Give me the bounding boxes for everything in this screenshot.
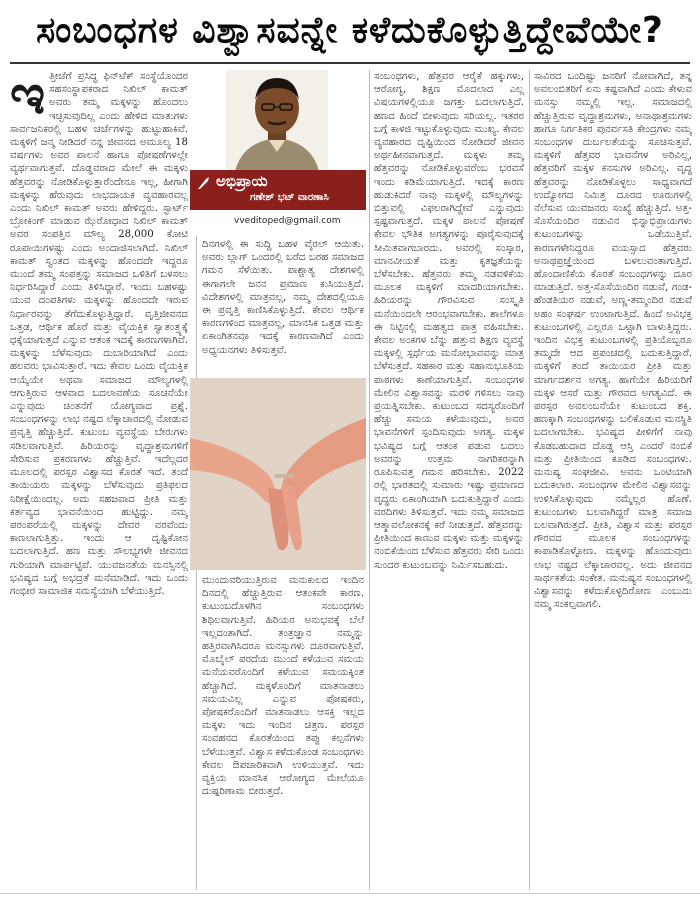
hands-photo-icon (190, 378, 366, 570)
headline-rule (10, 62, 690, 64)
opinion-banner (190, 66, 366, 236)
article-column-1 (10, 70, 188, 890)
banner-strip (190, 170, 366, 210)
article-column-2-bottom (202, 574, 364, 890)
column-divider (529, 70, 530, 890)
next-page-strip (0, 893, 700, 913)
drop-cap: ಇ (10, 70, 46, 126)
author-photo-icon (226, 70, 328, 176)
column-2-top-text: ದಿನಗಳಲ್ಲಿ ಈ ಸುದ್ದಿ ಬಹಳ ವೈರಲ್ ಆಯಿತು. ಅವರು ಬ್ಲಾಗ್ ಒಂದರಲ್ಲಿ ಬರೆದ ಬರಹ ಸಮಾಜದ ಗಮನ ಸೆಳೆಯಿತು. ಪಾಶ್ಚಾತ್ಯ ದೇಶಗಳಲ್ಲಿ ಈಗಾಗಲೇ ಜನನ ಪ್ರಮಾಣ ಕುಸಿಯುತ್ತಿದೆ. ವಿದೇಶಗಳಲ್ಲಿ ಮಾತ್ರವಲ್ಲ, ನಮ್ಮ ದೇಶದಲ್ಲಿಯೂ ಈ ಪ್ರವೃತ್ತಿ ಕಾಣಿಸಿಕೊಳ್ಳುತ್ತಿದೆ. ಕೇವಲ ಆರ್ಥಿಕ ಕಾರಣಗಳಿಂದ ಮಾತ್ರವಲ್ಲ, ಮಾನಸಿಕ ಒತ್ತಡ ಮತ್ತು ಏಕಾಂಗಿತನವೂ ಇದಕ್ಕೆ ಕಾರಣವಾಗಿದೆ ಎಂದು ಅಧ್ಯಯನಗಳು ತಿಳಿಸುತ್ತವೆ. (202, 239, 364, 356)
column-title: ಅಭಿಪ್ರಾಯ (216, 172, 268, 190)
article-column-2-top (202, 238, 364, 376)
column-3-text: ಸಂಬಂಧಗಳು, ಹೆತ್ತವರ ಆರೈಕೆ ಹಕ್ಕುಗಳು, ಆರೋಗ್ಯ, ಶಿಕ್ಷಣ ಮೊದಲಾದ ಎಲ್ಲ ವಿಷಯಗಳಲ್ಲಿಯೂ ಜಗತ್ತು ಬದಲಾಗುತ್ತಿದೆ. ಹಣದ ಹಿಂದೆ ಬೀಳುವುದು ಸರಿಯಲ್ಲ. ಇತರರ ಬಗ್ಗೆ ಕಾಳಜಿ ಇಟ್ಟುಕೊಳ್ಳುವುದು ಮುಖ್ಯ. ಕೇವಲ ವ್ಯವಹಾರದ ದೃಷ್ಟಿಯಿಂದ ನೋಡಿದರೆ ಜೀವನ ಅರ್ಥಹೀನವಾಗುತ್ತದೆ. ಮಕ್ಕಳು ತಮ್ಮ ಹೆತ್ತವರನ್ನು ನೋಡಿಕೊಳ್ಳುವರೆಂಬ ಭರವಸೆ ಇಂದು ಕಡಿಮೆಯಾಗುತ್ತಿದೆ. ಇದಕ್ಕೆ ಕಾರಣ ಹುಡುಕಿದರೆ ನಾವು ಮಕ್ಕಳಲ್ಲಿ ಮೌಲ್ಯಗಳನ್ನು ಬಿತ್ತುವಲ್ಲಿ ವಿಫಲರಾಗಿದ್ದೇವೆ ಎನ್ನುವುದು ಸ್ಪಷ್ಟವಾಗುತ್ತದೆ. ಮಕ್ಕಳ ಪಾಲನೆ ಪೋಷಣೆ ಕೇವಲ ಭೌತಿಕ ಅಗತ್ಯಗಳನ್ನು ಪೂರೈಸುವುದಕ್ಕೆ ಸೀಮಿತವಾಗಬಾರದು. ಅವರಲ್ಲಿ ಸಂಸ್ಕಾರ, ಮಾನವೀಯತೆ ಮತ್ತು ಕೃತಜ್ಞತೆಯನ್ನು ಬೆಳೆಸಬೇಕು. ಹೆತ್ತವರು ತಮ್ಮ ನಡವಳಿಕೆಯ ಮೂಲಕ ಮಕ್ಕಳಿಗೆ ಮಾದರಿಯಾಗಬೇಕು. ಹಿರಿಯರನ್ನು ಗೌರವಿಸುವ ಸಂಸ್ಕೃತಿ ಮನೆಯಿಂದಲೇ ಆರಂಭವಾಗಬೇಕು. ಶಾಲೆಗಳೂ ಈ ನಿಟ್ಟಿನಲ್ಲಿ ಮಹತ್ವದ ಪಾತ್ರ ವಹಿಸಬೇಕು. ಕೇವಲ ಅಂಕಗಳ ಬೆನ್ನು ಹತ್ತುವ ಶಿಕ್ಷಣ ವ್ಯವಸ್ಥೆ ಮಕ್ಕಳಲ್ಲಿ ಸ್ಪರ್ಧೆಯ ಮನೋಭಾವವನ್ನು ಮಾತ್ರ ಬೆಳೆಸುತ್ತದೆ. ಸಹಕಾರ ಮತ್ತು ಸಹಾನುಭೂತಿಯ ಪಾಠಗಳು ಕಾಣೆಯಾಗುತ್ತಿವೆ. ಸಂಬಂಧಗಳ ಮೇಲಿನ ವಿಶ್ವಾಸವನ್ನು ಮರಳಿ ಗಳಿಸಲು ನಾವು ಪ್ರಯತ್ನಿಸಬೇಕು. ಕುಟುಂಬದ ಸದಸ್ಯರೊಂದಿಗೆ ಹೆಚ್ಚು ಸಮಯ ಕಳೆಯುವುದು, ಅವರ ಭಾವನೆಗಳಿಗೆ ಸ್ಪಂದಿಸುವುದು ಅಗತ್ಯ. ಮಕ್ಕಳ ಭವಿಷ್ಯದ ಬಗ್ಗೆ ಆತಂಕ ಪಡುವ ಬದಲು ಅವರನ್ನು ಉತ್ತಮ ನಾಗರಿಕರನ್ನಾಗಿ ರೂಪಿಸುವತ್ತ ಗಮನ ಹರಿಸಬೇಕು. 2022 ರಲ್ಲಿ ಭಾರತದಲ್ಲಿ ಸುಮಾರು ಇಷ್ಟು ಪ್ರಮಾಣದ ವೃದ್ಧರು ಏಕಾಂಗಿಯಾಗಿ ಬದುಕುತ್ತಿದ್ದಾರೆ ಎಂದು ವರದಿಗಳು ತಿಳಿಸುತ್ತವೆ. ಇದು ನಮ್ಮ ಸಮಾಜದ ಆತ್ಮಾವಲೋಕನಕ್ಕೆ ಕರೆ ನೀಡುತ್ತದೆ. ಹೆತ್ತವರನ್ನು ಪ್ರೀತಿಯಿಂದ ಕಾಣುವ ಮಕ್ಕಳು ಮತ್ತು ಮಕ್ಕಳನ್ನು ನಂಬಿಕೆಯಿಂದ ಬೆಳೆಸುವ ಹೆತ್ತವರು ಸೇರಿ ಒಂದು ಸುಂದರ ಕುಟುಂಬವನ್ನು ನಿರ್ಮಿಸಬಹುದು. (374, 71, 524, 571)
author-name: ಗಣೇಶ್ ಭಟ್ ವಾರಣಾಸಿ (250, 192, 329, 203)
article-headline: ಸಂಬಂಧಗಳ ವಿಶ್ವಾಸವನ್ನೇ ಕಳೆದುಕೊಳ್ಳುತ್ತಿದ್ದೇವೆಯೇ? (36, 10, 664, 51)
quill-icon (196, 175, 212, 191)
article-column-3 (374, 70, 524, 890)
article-column-4 (534, 70, 692, 890)
column-1-text: ತ್ತೀಚೆಗೆ ಪ್ರಸಿದ್ಧ ಫಿನ್‌ಟೆಕ್ ಸಂಸ್ಥೆಯೊಂದರ ಸಹಸಂಸ್ಥಾಪಕರಾದ ನಿಖಿಲ್ ಕಾಮತ್ ಅವರು ತಮ್ಮ ಮಕ್ಕಳನ್ನು ಹೊಂದಲು ಇಚ್ಛಿಸುವುದಿಲ್ಲ ಎಂದು ಹೇಳಿದ ಮಾತುಗಳು ಸಾರ್ವಜನಿಕರಲ್ಲಿ ಬಹಳ ಚರ್ಚೆಗಳನ್ನು ಹುಟ್ಟುಹಾಕಿವೆ. ಮಕ್ಕಳಿಗೆ ಜನ್ಮ ನೀಡಿದರೆ ನನ್ನ ಜೀವನದ ಅಮೂಲ್ಯ 18 ವರ್ಷಗಳು ಅವರ ಪಾಲನೆ ಹಾಗೂ ಪೋಷಣೆಗಳಲ್ಲೇ ವ್ಯರ್ಥವಾಗುತ್ತವೆ. ದೊಡ್ಡವರಾದ ಮೇಲೆ ಈ ಮಕ್ಕಳು ಹೆತ್ತವರನ್ನು ನೋಡಿಕೊಳ್ಳುತ್ತಾರೆಂದೇನೂ ಇಲ್ಲ, ಹೀಗಾಗಿ ಮಕ್ಕಳನ್ನು ಹೆರುವುದು ಲಾಭದಾಯಕ ವ್ಯವಹಾರವಲ್ಲ ಎಂದು ನಿಖಿಲ್ ಕಾಮತ್ ಅವರು ಹೇಳಿದ್ದರು. ಸ್ಟಾರ್ಟ್ ಬ್ರೋಕಿಂಗ್ ಮಾಡುವ ಝೆರೋಧಾದ ನಿಖಿಲ್ ಕಾಮತ್ ಅವರ ಸಂಪತ್ತಿನ ಮೌಲ್ಯ 28,000 ಕೋಟಿ ರೂಪಾಯಿಗಳಷ್ಟು ಎಂದು ಅಂದಾಜಿಸಲಾಗಿದೆ. ನಿಖಿಲ್ ಕಾಮತ್ ಸ್ವಂತದ ಮಕ್ಕಳನ್ನು ಹೊಂದದೇ ಇದ್ದರೂ ಮುಂದೆ ತಮ್ಮ ಸಂಪತ್ತನ್ನು ಸಮಾಜದ ಒಳಿತಿಗೆ ಬಳಸಲು ನಿರ್ಧರಿಸಿದ್ದಾರೆ ಎಂದು ತಿಳಿಸಿದ್ದಾರೆ. ಇಂದು ಬಹಳಷ್ಟು ಯುವ ದಂಪತಿಗಳು ಮಕ್ಕಳನ್ನು ಹೊಂದದೇ ಇರುವ ನಿರ್ಧಾರವನ್ನು ತೆಗೆದುಕೊಳ್ಳುತ್ತಿದ್ದಾರೆ. ವೃತ್ತಿಜೀವನದ ಒತ್ತಡ, ಆರ್ಥಿಕ ಹೊರೆ ಮತ್ತು ವೈಯಕ್ತಿಕ ಸ್ವಾತಂತ್ರ್ಯಕ್ಕೆ ಧಕ್ಕೆಯಾಗುತ್ತದೆ ಎನ್ನುವ ಆತಂಕ ಇದಕ್ಕೆ ಕಾರಣಗಳಾಗಿವೆ. ಮಕ್ಕಳನ್ನು ಬೆಳೆಸುವುದು ದುಬಾರಿಯಾಗಿದೆ ಎಂದು ಹಲವರು ಭಾವಿಸುತ್ತಾರೆ. ಇದು ಕೇವಲ ಒಂದು ವೈಯಕ್ತಿಕ ಆಯ್ಕೆಯೇ ಅಥವಾ ಸಮಾಜದ ಮೌಲ್ಯಗಳಲ್ಲಿ ಆಗುತ್ತಿರುವ ಆಳವಾದ ಬದಲಾವಣೆಯ ಸೂಚನೆಯೇ ಎನ್ನುವುದು ಚಿಂತನೆಗೆ ಯೋಗ್ಯವಾದ ಪ್ರಶ್ನೆ. ಸಂಬಂಧಗಳನ್ನು ಲಾಭ ನಷ್ಟದ ಲೆಕ್ಕಾಚಾರದಲ್ಲಿ ನೋಡುವ ಪ್ರವೃತ್ತಿ ಹೆಚ್ಚುತ್ತಿದೆ. ಕುಟುಂಬ ವ್ಯವಸ್ಥೆಯ ಬೇರುಗಳು ಸಡಿಲವಾಗುತ್ತಿವೆ. ಹಿರಿಯರನ್ನು ವೃದ್ಧಾಶ್ರಮಗಳಿಗೆ ಸೇರಿಸುವ ಪ್ರಕರಣಗಳು ಹೆಚ್ಚುತ್ತಿವೆ. ಇದೆಲ್ಲದರ ಮೂಲದಲ್ಲಿ ಪರಸ್ಪರ ವಿಶ್ವಾಸದ ಕೊರತೆ ಇದೆ. ತಂದೆ ತಾಯಿಯರು ಮಕ್ಕಳನ್ನು ಬೆಳೆಸುವುದು ಪ್ರತಿಫಲದ ನಿರೀಕ್ಷೆಯಿಂದಲ್ಲ. ಅದು ಸಹಜವಾದ ಪ್ರೀತಿ ಮತ್ತು ಕರ್ತವ್ಯದ ಭಾವನೆಯಿಂದ ಹುಟ್ಟಿದ್ದು. ನಮ್ಮ ಪರಂಪರೆಯಲ್ಲಿ ಮಕ್ಕಳನ್ನು ದೇವರ ವರವೆಂದು ಕಾಣಲಾಗುತ್ತಿತ್ತು. ಇಂದು ಆ ದೃಷ್ಟಿಕೋನ ಬದಲಾಗುತ್ತಿದೆ. ಹಣ ಮತ್ತು ಸೌಲಭ್ಯಗಳೇ ಜೀವನದ ಗುರಿಯಾಗಿ ಮಾರ್ಪಟ್ಟಿವೆ. ಯುವಜನತೆಯ ಮನಸ್ಸಿನಲ್ಲಿ ಭವಿಷ್ಯದ ಬಗ್ಗೆ ಅಭದ್ರತೆ ಮನೆಮಾಡಿದೆ. ಇದು ಒಂದು ಗಂಭೀರ ಸಾಮಾಜಿಕ ಸಮಸ್ಯೆಯಾಗಿ ಬೆಳೆಯುತ್ತಿದೆ. (10, 71, 188, 597)
column-4-text: ಸಾವಿರದ ಒಂದಿಷ್ಟು ಜನರಿಗೆ ನೋವಾಗಿದೆ, ತನ್ನ ಅವಲಂಬಿತರಿಗೆ ಏನು ಕಷ್ಟವಾಗಿದೆ ಎಂದು ಕೇಳುವ ಮನಸ್ಸು ನಮ್ಮಲ್ಲಿ ಇಲ್ಲ. ಸಮಾಜದಲ್ಲಿ ಹೆಚ್ಚುತ್ತಿರುವ ವೃದ್ಧಾಶ್ರಮಗಳು, ಅನಾಥಾಶ್ರಮಗಳು ಹಾಗೂ ನಿರ್ಗತಿಕರ ಪುನರ್ವಸತಿ ಕೇಂದ್ರಗಳು ನಮ್ಮ ಸಂಬಂಧಗಳ ದುರ್ಬಲತೆಯನ್ನು ಸೂಚಿಸುತ್ತವೆ. ಮಕ್ಕಳಿಗೆ ಹೆತ್ತವರ ಭಾವನೆಗಳ ಅರಿವಿಲ್ಲ, ಹೆತ್ತವರಿಗೆ ಮಕ್ಕಳ ಕನಸುಗಳ ಅರಿವಿಲ್ಲ. ವೃದ್ಧ ಹೆತ್ತವರನ್ನು ನೋಡಿಕೊಳ್ಳಲು ಸಾಧ್ಯವಾಗದೆ ಉದ್ಯೋಗದ ನಿಮಿತ್ತ ದೂರದ ಊರುಗಳಲ್ಲಿ ನೆಲೆಸುವ ಯುವಜನರು ಸಂಖ್ಯೆ ಹೆಚ್ಚುತ್ತಿದೆ. ಅತ್ತ-ಸೊಸೆಯಂದಿರ ನಡುವಿನ ಭಿನ್ನಾಭಿಪ್ರಾಯಗಳು ಕುಟುಂಬಗಳನ್ನು ಒಡೆಯುತ್ತಿವೆ. ಕಾರಣಗಳೇನಿದ್ದರೂ ವಯಸ್ಸಾದ ಹೆತ್ತವರು ಅನಾಥಪ್ರಜ್ಞೆಯಿಂದ ಬಳಲುವಂತಾಗುತ್ತಿದೆ. ಹೊಂದಾಣಿಕೆಯ ಕೊರತೆ ಸಂಬಂಧಗಳನ್ನು ದೂರ ಮಾಡುತ್ತಿದೆ. ಅತ್ತ-ಸೊಸೆಯಂದಿರ ನಡುವೆ, ಗಂಡ-ಹೆಂಡತಿಯರ ನಡುವೆ, ಅಣ್ಣ-ತಮ್ಮಂದಿರ ನಡುವೆ ಅಹಂ ಸಂಘರ್ಷ ಉಂಟಾಗುತ್ತಿದೆ. ಹಿಂದೆ ಅವಿಭಕ್ತ ಕುಟುಂಬಗಳಲ್ಲಿ ಎಲ್ಲರೂ ಒಟ್ಟಾಗಿ ಬಾಳುತ್ತಿದ್ದರು. ಇಂದಿನ ವಿಭಕ್ತ ಕುಟುಂಬಗಳಲ್ಲಿ ಪ್ರತಿಯೊಬ್ಬರೂ ತಮ್ಮದೇ ಆದ ಪ್ರಪಂಚದಲ್ಲಿ ಬದುಕುತ್ತಿದ್ದಾರೆ. ಮಕ್ಕಳಿಗೆ ತಂದೆ ತಾಯಿಯರ ಪ್ರೀತಿ ಮತ್ತು ಮಾರ್ಗದರ್ಶನ ಅಗತ್ಯ. ಹಾಗೆಯೇ ಹಿರಿಯರಿಗೆ ಮಕ್ಕಳ ಆಸರೆ ಮತ್ತು ಗೌರವದ ಅಗತ್ಯವಿದೆ. ಈ ಪರಸ್ಪರ ಅವಲಂಬನೆಯೇ ಕುಟುಂಬದ ಶಕ್ತಿ. ಹಣಕ್ಕಾಗಿ ಸಂಬಂಧಗಳನ್ನು ಬಲಿಕೊಡುವ ಮನಸ್ಥಿತಿ ಬದಲಾಗಬೇಕು. ಭವಿಷ್ಯದ ಪೀಳಿಗೆಗೆ ನಾವು ಕೊಡಬಹುದಾದ ದೊಡ್ಡ ಆಸ್ತಿ ಎಂದರೆ ನಂಬಿಕೆ ಮತ್ತು ಪ್ರೀತಿಯಿಂದ ಕೂಡಿದ ಸಂಬಂಧಗಳು. ಮನುಷ್ಯ ಸಂಘಜೀವಿ. ಅವನು ಒಂಟಿಯಾಗಿ ಬದುಕಲಾರ. ಸಂಬಂಧಗಳ ಮೇಲಿನ ವಿಶ್ವಾಸವನ್ನು ಉಳಿಸಿಕೊಳ್ಳುವುದು ನಮ್ಮೆಲ್ಲರ ಹೊಣೆ. ಕುಟುಂಬಗಳು ಬಲವಾಗಿದ್ದರೆ ಮಾತ್ರ ಸಮಾಜ ಬಲವಾಗಿರುತ್ತದೆ. ಪ್ರೀತಿ, ವಿಶ್ವಾಸ ಮತ್ತು ಪರಸ್ಪರ ಗೌರವದ ಮೂಲಕ ಸಂಬಂಧಗಳನ್ನು ಕಾಪಾಡಿಕೊಳ್ಳೋಣ. ಮಕ್ಕಳನ್ನು ಹೊಂದುವುದು ಲಾಭ ನಷ್ಟದ ಲೆಕ್ಕಾಚಾರವಲ್ಲ. ಅದು ಜೀವನದ ಸಾರ್ಥಕತೆಯ ಸಂಕೇತ. ಮನುಷ್ಯನ ಸಂಬಂಧಗಳಲ್ಲಿ ವಿಶ್ವಾಸವನ್ನು ಕಳೆದುಕೊಳ್ಳದಿರೋಣ ಎಂಬುದು ನಮ್ಮ ಸಂಕಲ್ಪವಾಗಲಿ. (534, 71, 692, 611)
column-divider (369, 70, 370, 890)
author-email: vveditoped@gmail.com (234, 216, 341, 226)
column-2-bottom-text: ಮುಂದುವರಿಯುತ್ತಿರುವ ಮನುಕುಲದ ಇಂದಿನ ದಿನದಲ್ಲಿ ಹೆಚ್ಚುತ್ತಿರುವ ಆತಂಕವೇ ಕಾರಣ. ಕುಟುಂಬದೊಳಗಿನ ಸಂಬಂಧಗಳು ಶಿಥಿಲವಾಗುತ್ತಿವೆ. ಹಿರಿಯರ ಅನುಭವಕ್ಕೆ ಬೆಲೆ ಇಲ್ಲದಂತಾಗಿದೆ. ತಂತ್ರಜ್ಞಾನ ನಮ್ಮನ್ನು ಹತ್ತಿರವಾಗಿಸಿದರೂ ಮನಸ್ಸುಗಳು ದೂರವಾಗುತ್ತಿವೆ. ಮೊಬೈಲ್ ಪರದೆಯ ಮುಂದೆ ಕಳೆಯುವ ಸಮಯ ಮನೆಯವರೊಂದಿಗೆ ಕಳೆಯುವ ಸಮಯಕ್ಕಿಂತ ಹೆಚ್ಚಾಗಿದೆ. ಮಕ್ಕಳೊಂದಿಗೆ ಮಾತನಾಡಲು ಸಮಯವಿಲ್ಲ ಎನ್ನುವ ಪೋಷಕರು, ಪೋಷಕರೊಂದಿಗೆ ಮಾತನಾಡಲು ಆಸಕ್ತಿ ಇಲ್ಲದ ಮಕ್ಕಳು ಇದು ಇಂದಿನ ಚಿತ್ರಣ. ಪರಸ್ಪರ ಸಂವಹನದ ಕೊರತೆಯಿಂದ ತಪ್ಪು ಕಲ್ಪನೆಗಳು ಬೆಳೆಯುತ್ತವೆ. ವಿಶ್ವಾಸ ಕಳೆದುಕೊಂಡ ಸಂಬಂಧಗಳು ಕೇವಲ ಔಪಚಾರಿಕವಾಗಿ ಉಳಿಯುತ್ತವೆ. ಇದು ವ್ಯಕ್ತಿಯ ಮಾನಸಿಕ ಆರೋಗ್ಯದ ಮೇಲೆಯೂ ದುಷ್ಪರಿಣಾಮ ಬೀರುತ್ತದೆ. (202, 575, 364, 798)
